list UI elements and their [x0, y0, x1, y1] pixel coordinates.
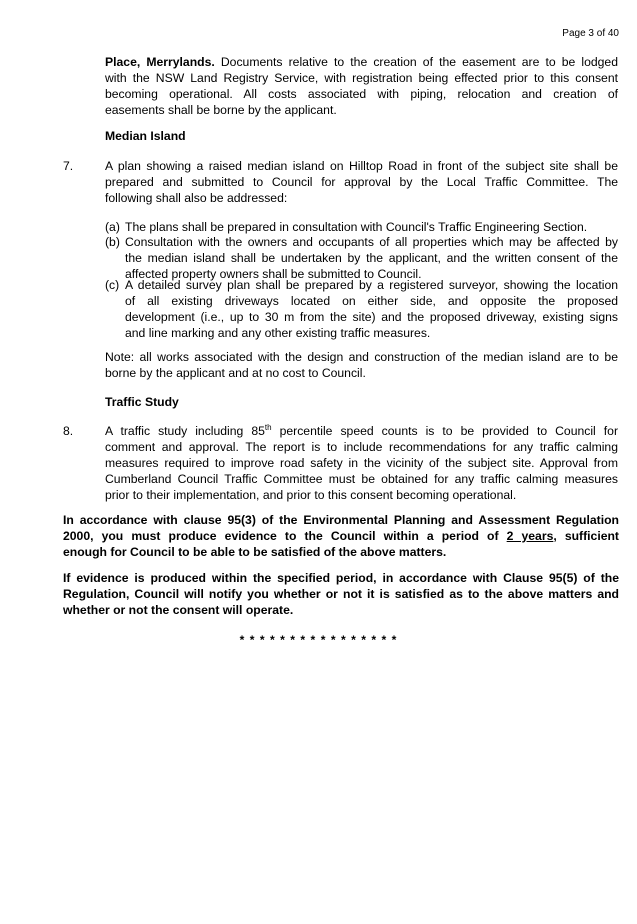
end-marker: * * * * * * * * * * * * * * * *: [239, 633, 398, 647]
sub-b-line-2: the median island shall be undertaken by the applicant, and the written consent of the: [125, 251, 618, 265]
item-7-line-3: following shall also be addressed:: [105, 191, 288, 205]
sub-b-line-3: affected property owners shall be submitted to Council.: [125, 267, 422, 281]
sub-c-line-1: A detailed survey plan shall be prepared by a registered surveyor, showing the location: [125, 278, 618, 292]
item-8-number: 8.: [63, 424, 74, 438]
item-7-sub-c: [105, 277, 618, 341]
item-7-sub-b: [105, 234, 618, 282]
clause-95-3-line-1: In accordance with clause 95(3) of the Environmental Planning and Assessment Regulation: [63, 513, 619, 527]
item-7-number: 7.: [63, 159, 74, 173]
sub-c-line-4: and line marking and any other existing traffic measures.: [125, 326, 431, 340]
clause-95-3-line-3: enough for Council to be able to be satisfied of the above matters.: [63, 545, 447, 559]
ordinal-superscript: th: [264, 422, 272, 432]
item-8-line-4: Cumberland Council Traffic Committee must be obtained for any traffic calming measures: [105, 472, 618, 486]
item-8-paragraph: [105, 423, 618, 503]
item-8-line-2: comment and approval. The report is to include recommendations for any traffic calming: [105, 440, 618, 454]
item-8-line-5: prior to their implementation, and prior to this consent becoming operational.: [105, 488, 517, 502]
item-8-line-3: measures required to improve road safety in the vicinity of the subject site. Approval from: [105, 456, 618, 470]
item-8-line-1-pre: A traffic study including 85: [105, 424, 265, 438]
median-island-heading: Median Island: [105, 129, 186, 143]
page-number: Page 3 of 40: [562, 28, 619, 39]
intro-paragraph: [105, 54, 618, 118]
period-underlined: 2 years: [506, 529, 554, 543]
item-8-line-1-post: percentile speed counts is to be provided to Council for: [271, 424, 619, 438]
intro-bold-lead: Place, Merrylands.: [105, 55, 215, 69]
item-7-line-1: A plan showing a raised median island on Hilltop Road in front of the subject site shall be: [105, 159, 618, 173]
note-line-2: borne by the applicant and at no cost to Council.: [105, 366, 366, 380]
clause-95-5-paragraph: [63, 570, 619, 618]
traffic-study-heading: Traffic Study: [105, 395, 179, 409]
sub-a-label: (a): [105, 220, 120, 234]
sub-b-line-1: Consultation with the owners and occupants of all properties which may be affected by: [125, 235, 618, 249]
clause-95-5-line-3: whether or not the consent will operate.: [63, 603, 294, 617]
clause-95-3-paragraph: [63, 512, 619, 560]
item-7-line-2: prepared and submitted to Council for approval by the Local Traffic Committee. The: [105, 175, 618, 189]
item-7-note: [105, 349, 618, 381]
sub-c-line-2: of all existing driveways located on either side, and opposite the proposed: [125, 294, 618, 308]
item-7-sub-a: [105, 219, 618, 235]
intro-line-4: easements shall be borne by the applicant.: [105, 103, 337, 117]
clause-95-5-line-2: Regulation, Council will notify you whether or not it is satisfied as to the above matters and: [63, 587, 619, 601]
note-line-1: Note: all works associated with the design and construction of the median island are to be: [105, 350, 618, 364]
sub-c-label: (c): [105, 278, 120, 292]
item-7-paragraph: [105, 158, 618, 206]
intro-line-2: with the NSW Land Registry Service, with registration being effected prior to this consent: [105, 71, 618, 85]
clause-95-5-line-1: If evidence is produced within the specified period, in accordance with Clause 95(5) of the: [63, 571, 619, 585]
clause-95-3-line-2-pre: 2000, you must produce evidence to the Council within a period of: [63, 529, 507, 543]
intro-line-1: Documents relative to the creation of the easement are to be lodged: [214, 55, 618, 69]
sub-c-line-3: development (i.e., up to 30 m from the site) and the proposed driveway, existing signs: [125, 310, 618, 324]
sub-b-label: (b): [105, 235, 120, 249]
clause-95-3-line-2-post: , sufficient: [553, 529, 619, 543]
sub-a-line-1: The plans shall be prepared in consultation with Council's Traffic Engineering Section.: [125, 220, 588, 234]
intro-line-3: becoming operational. All costs associated with piping, relocation and creation of: [105, 87, 618, 101]
